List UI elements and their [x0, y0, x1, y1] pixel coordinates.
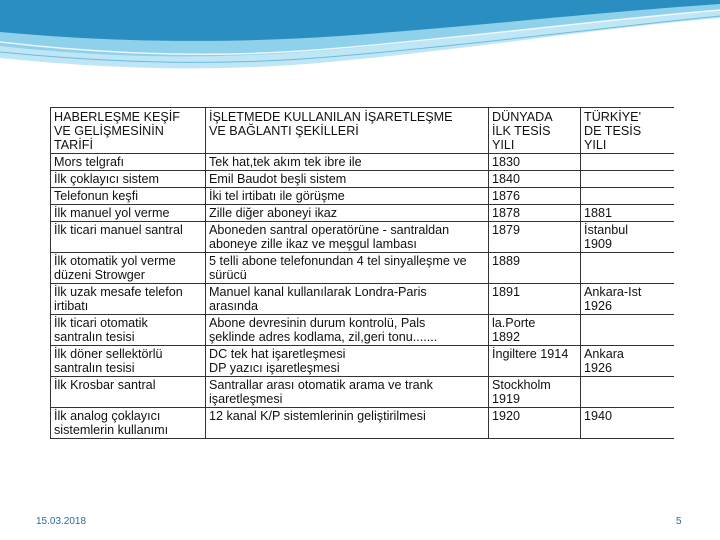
table-row [51, 205, 675, 222]
cell-world-year: 1889 [489, 253, 581, 284]
cell-discovery: İlk ticari manuel santral [51, 222, 206, 253]
cell-world-year: 1891 [489, 284, 581, 315]
cell-turkey-year: İstanbul 1909 [581, 222, 675, 253]
cell-signalling: 12 kanal K/P sistemlerinin geliştirilmesi [206, 408, 489, 439]
cell-signalling: Emil Baudot beşli sistem [206, 171, 489, 188]
page-number: 5 [676, 516, 682, 527]
cell-discovery: İlk otomatik yol verme düzeni Strowger [51, 253, 206, 284]
history-table [50, 107, 674, 439]
cell-signalling: Zille diğer aboneyi ikaz [206, 205, 489, 222]
cell-discovery: İlk çoklayıcı sistem [51, 171, 206, 188]
cell-signalling: 5 telli abone telefonundan 4 tel sinyalleşme ve sürücü [206, 253, 489, 284]
cell-signalling: Aboneden santral operatörüne - santraldan aboneye zille ikaz ve meşgul lambası [206, 222, 489, 253]
cell-world-year: 1840 [489, 171, 581, 188]
table-row [51, 408, 675, 439]
cell-world-year: 1876 [489, 188, 581, 205]
cell-discovery: İlk manuel yol verme [51, 205, 206, 222]
cell-turkey-year: 1940 [581, 408, 675, 439]
cell-signalling: DC tek hat işaretleşmesi DP yazıcı işaretleşmesi [206, 346, 489, 377]
header-cell-turkey-year: TÜRKİYE' DE TESİS YILI [581, 108, 675, 154]
table-row [51, 171, 675, 188]
cell-signalling: İki tel irtibatı ile görüşme [206, 188, 489, 205]
header-wave-decoration [0, 0, 720, 100]
cell-turkey-year [581, 171, 675, 188]
history-table-image [50, 107, 674, 442]
cell-signalling: Santrallar arası otomatik arama ve trank işaretleşmesi [206, 377, 489, 408]
cell-world-year: 1830 [489, 154, 581, 171]
cell-turkey-year [581, 315, 675, 346]
table-row [51, 284, 675, 315]
cell-turkey-year: Ankara 1926 [581, 346, 675, 377]
header-cell-world-year: DÜNYADA İLK TESİS YILI [489, 108, 581, 154]
table-body [51, 154, 675, 439]
table-row [51, 154, 675, 171]
cell-discovery: İlk ticari otomatik santralın tesisi [51, 315, 206, 346]
cell-discovery: İlk analog çoklayıcı sistemlerin kullanımı [51, 408, 206, 439]
cell-turkey-year [581, 377, 675, 408]
cell-world-year: 1879 [489, 222, 581, 253]
cell-discovery: İlk uzak mesafe telefon irtibatı [51, 284, 206, 315]
cell-signalling: Manuel kanal kullanılarak Londra-Paris arasında [206, 284, 489, 315]
table-row [51, 188, 675, 205]
cell-turkey-year: Ankara-Ist 1926 [581, 284, 675, 315]
cell-signalling: Tek hat,tek akım tek ibre ile [206, 154, 489, 171]
table-row [51, 253, 675, 284]
table-row [51, 222, 675, 253]
cell-turkey-year [581, 188, 675, 205]
cell-discovery: İlk Krosbar santral [51, 377, 206, 408]
footer-date: 15.03.2018 [36, 516, 87, 527]
cell-signalling: Abone devresinin durum kontrolü, Pals şeklinde adres kodlama, zil,geri tonu....... [206, 315, 489, 346]
cell-discovery: İlk döner sellektörlü santralın tesisi [51, 346, 206, 377]
table-row [51, 315, 675, 346]
table-row [51, 377, 675, 408]
cell-turkey-year [581, 253, 675, 284]
table-header-row [51, 108, 675, 154]
cell-discovery: Telefonun keşfi [51, 188, 206, 205]
header-cell-discovery: HABERLEŞME KEŞİF VE GELİŞMESİNİN TARİFİ [51, 108, 206, 154]
header-cell-signalling: İŞLETMEDE KULLANILAN İŞARETLEŞME VE BAĞLANTI ŞEKİLLERİ [206, 108, 489, 154]
cell-world-year: 1878 [489, 205, 581, 222]
cell-turkey-year [581, 154, 675, 171]
table-row [51, 346, 675, 377]
cell-world-year: Stockholm 1919 [489, 377, 581, 408]
cell-world-year: 1920 [489, 408, 581, 439]
cell-discovery: Mors telgrafı [51, 154, 206, 171]
cell-world-year: İngiltere 1914 [489, 346, 581, 377]
cell-turkey-year: 1881 [581, 205, 675, 222]
cell-world-year: la.Porte 1892 [489, 315, 581, 346]
